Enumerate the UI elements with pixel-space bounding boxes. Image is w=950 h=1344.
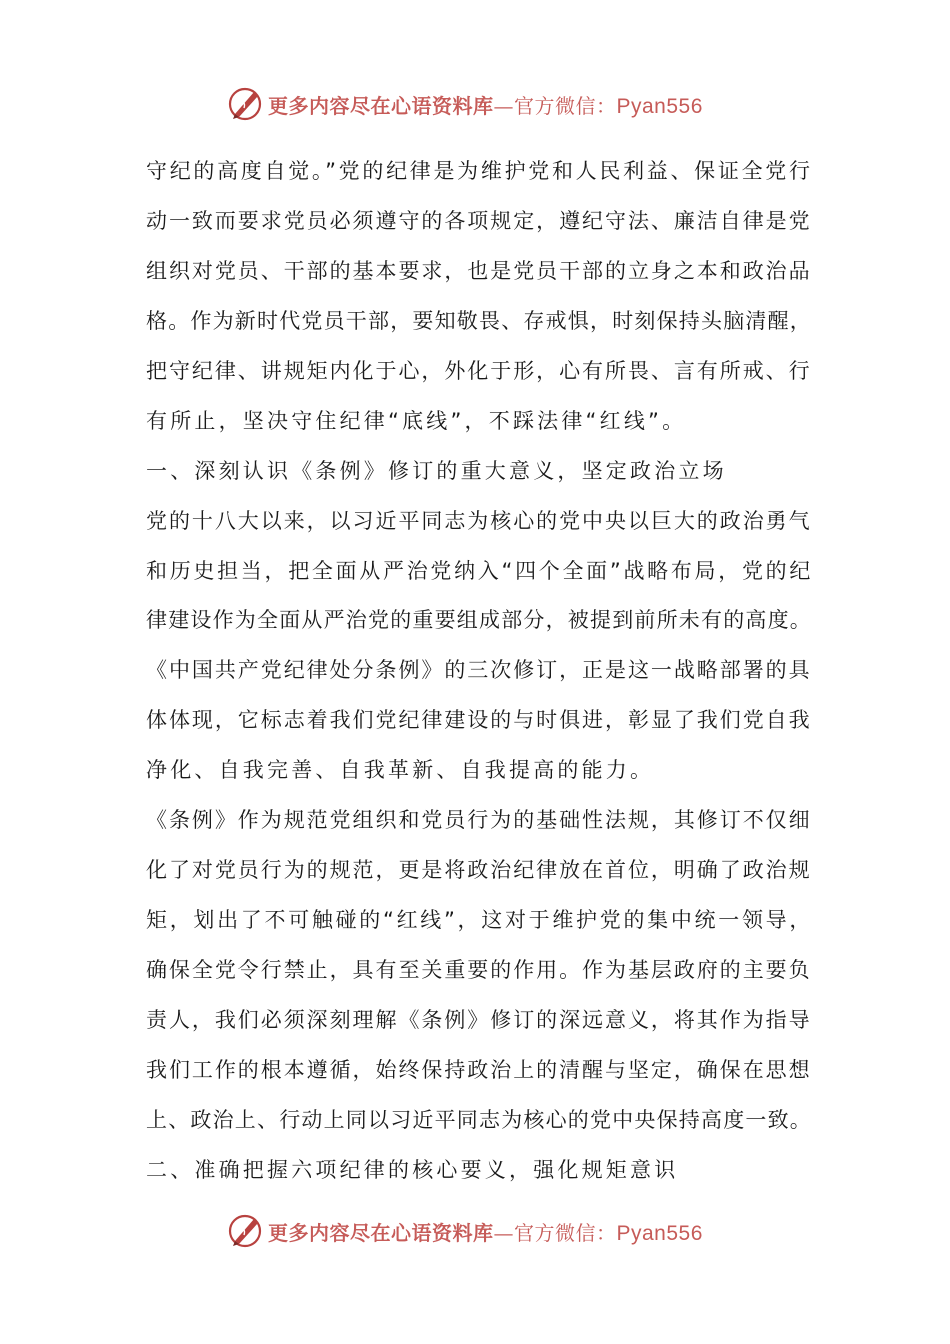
text-line: 责人，我们必须深刻理解《条例》修订的深远意义，将其作为指导	[146, 1007, 812, 1032]
pen-logo-icon	[228, 1213, 264, 1249]
banner-wechat-id: Pyan556	[616, 94, 703, 118]
text-line: 动一致而要求党员必须遵守的各项规定，遵纪守法、廉洁自律是党	[146, 208, 812, 233]
text-line: 净化、自我完善、自我革新、自我提高的能力。	[146, 758, 655, 783]
footer-banner	[228, 1211, 703, 1251]
banner-name: 更多内容尽在心语资料库	[268, 1220, 494, 1245]
text-line: 《条例》作为规范党组织和党员行为的基础性法规，其修订不仅细	[146, 808, 812, 833]
text-line: 矩，划出了不可触碰的“红线”，这对于维护党的集中统一领导，	[146, 908, 814, 933]
text-line: 体体现，它标志着我们党纪律建设的与时俱进，彰显了我们党自我	[146, 708, 812, 733]
body-text	[146, 147, 818, 1196]
banner-dash: —	[493, 93, 514, 118]
banner-wechat-label: 官方微信：	[514, 93, 617, 118]
text-line: 格。作为新时代党员干部，要知敬畏、存戒惧，时刻保持头脑清醒，	[146, 308, 812, 333]
section-heading-1: 一、深刻认识《条例》修订的重大意义，坚定政治立场	[146, 458, 727, 483]
pen-logo-icon	[228, 86, 264, 122]
text-line: 我们工作的根本遵循，始终保持政治上的清醒与坚定，确保在思想	[146, 1057, 812, 1082]
text-line: 和历史担当，把全面从严治党纳入“四个全面”战略布局，党的纪	[146, 558, 814, 583]
text-line: 化了对党员行为的规范，更是将政治纪律放在首位，明确了政治规	[146, 858, 812, 883]
text-line: 上、政治上、行动上同以习近平同志为核心的党中央保持高度一致。	[146, 1107, 812, 1132]
banner-dash: —	[493, 1220, 514, 1245]
text-line: 确保全党令行禁止，具有至关重要的作用。作为基层政府的主要负	[146, 958, 812, 982]
text-line: 有所止，坚决守住纪律“底线”，不踩法律“红线”。	[146, 408, 687, 433]
banner-wechat-id: Pyan556	[616, 1221, 703, 1245]
text-line: 《中国共产党纪律处分条例》的三次修订，正是这一战略部署的具	[146, 658, 812, 683]
header-banner	[228, 84, 703, 124]
text-line: 律建设作为全面从严治党的重要组成部分，被提到前所未有的高度。	[146, 608, 812, 633]
text-line: 组织对党员、干部的基本要求，也是党员干部的立身之本和政治品	[146, 258, 812, 283]
text-line: 守纪的高度自觉。”党的纪律是为维护党和人民利益、保证全党行	[146, 159, 813, 183]
banner-name: 更多内容尽在心语资料库	[268, 93, 494, 118]
text-line: 党的十八大以来，以习近平同志为核心的党中央以巨大的政治勇气	[146, 508, 812, 533]
banner-wechat-label: 官方微信：	[514, 1220, 617, 1245]
text-line: 把守纪律、讲规矩内化于心，外化于形，心有所畏、言有所戒、行	[146, 358, 812, 383]
section-heading-2: 二、准确把握六项纪律的核心要义，强化规矩意识	[146, 1157, 679, 1182]
